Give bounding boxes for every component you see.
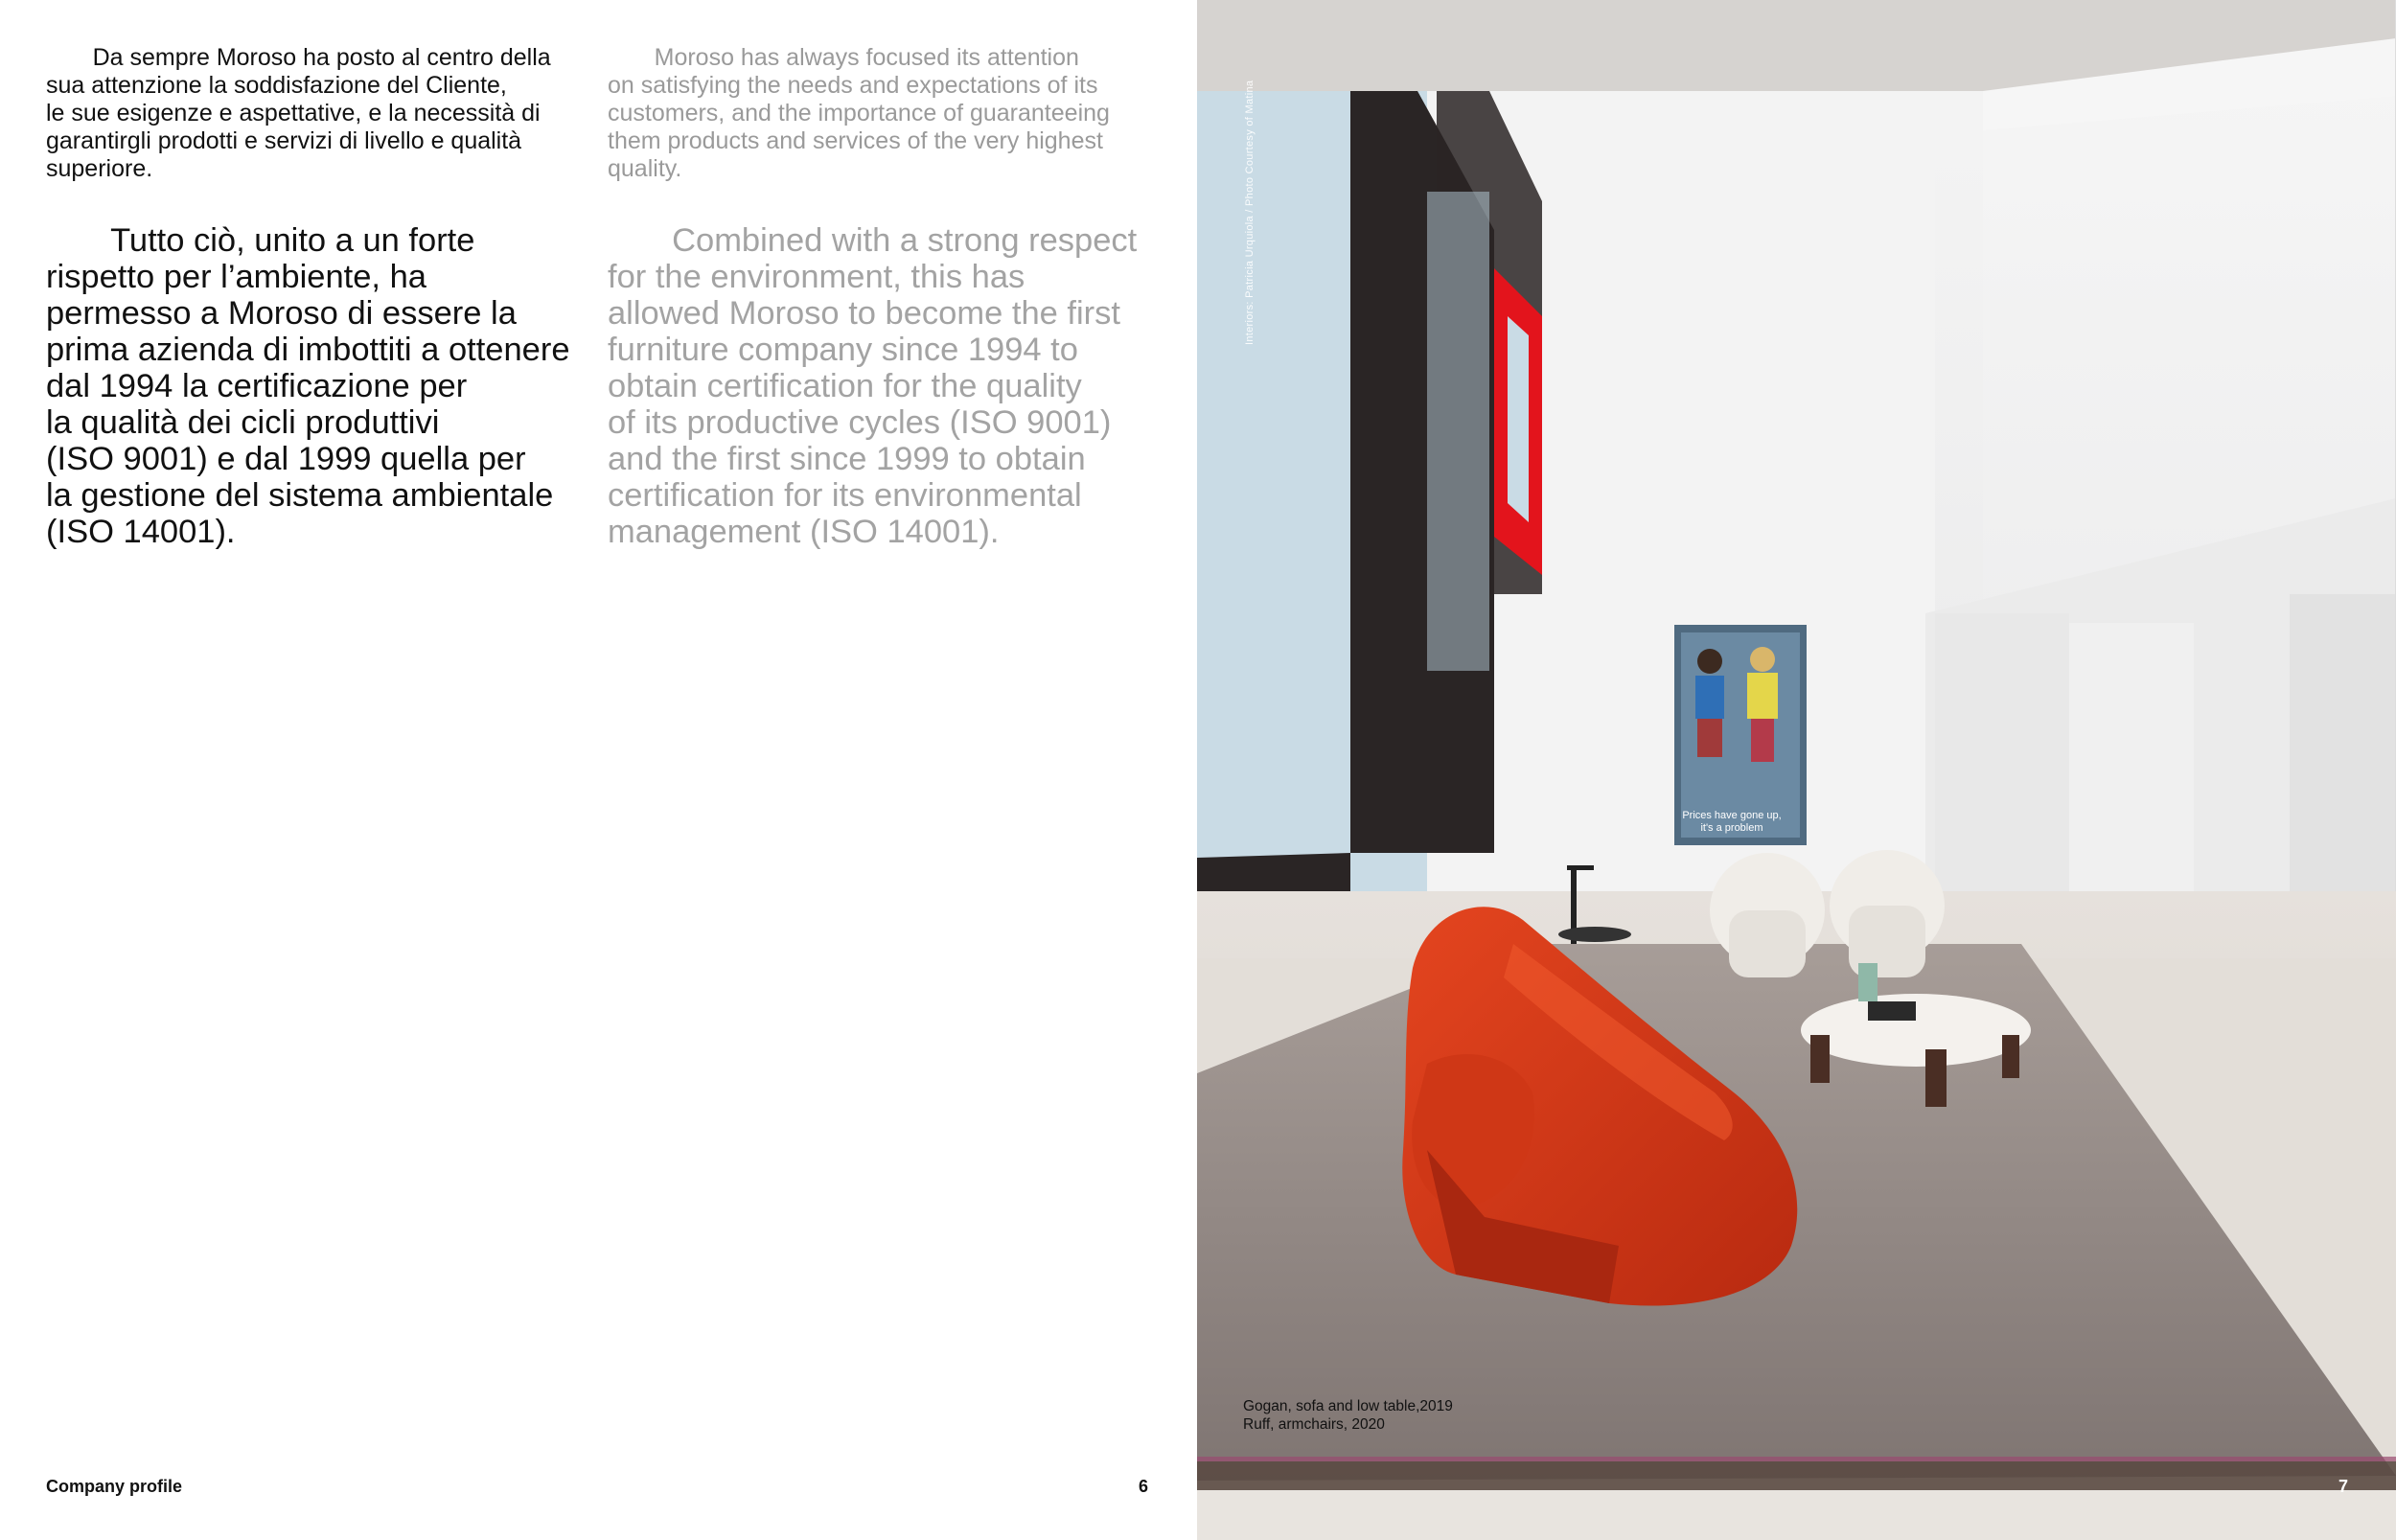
italian-main-paragraph: Tutto ciò, unito a un forte rispetto per l’ambiente, ha permesso a Moroso di essere la prima azienda di imbottiti a ottenere dal 1994 la certificazione per la qualità dei cicli produttivi (ISO 9001) e dal 1999 quella per la gestione del sistema ambientale (ISO 14001).	[46, 222, 570, 550]
page-number-right: 7	[2338, 1477, 2349, 1496]
caption-line-2: Ruff, armchairs, 2020	[1243, 1416, 1385, 1433]
right-page	[1197, 0, 2396, 1540]
footer-section-label: Company profile	[46, 1477, 183, 1496]
italian-intro-paragraph: Da sempre Moroso ha posto al centro della sua attenzione la soddisfazione del Cliente, le sue esigenze e aspettative, e la necessità di garantirgli prodotti e servizi di livello e qualità superiore.	[46, 44, 551, 182]
photo-caption	[1243, 1397, 1453, 1434]
photo-credit: Interiors: Patricia Urquiola / Photo Courtesy of Matina	[1244, 80, 1256, 345]
english-main-paragraph: Combined with a strong respect for the environment, this has allowed Moroso to become the first furniture company since 1994 to obtain certification for the quality of its productive cycles (ISO 9001) and the first since 1999 to obtain certification for its environmental management (ISO 14001).	[608, 222, 1138, 550]
poster-text: Prices have gone up, it's a problem	[1682, 810, 1782, 834]
page-number-left: 6	[1139, 1477, 1149, 1496]
left-page	[0, 0, 1197, 1540]
english-intro-paragraph: Moroso has always focused its attention on satisfying the needs and expectations of its customers, and the importance of guaranteeing them products and services of the very highest quality.	[608, 44, 1110, 182]
interior-photo	[1197, 0, 2396, 1540]
caption-line-1: Gogan, sofa and low table,2019	[1243, 1398, 1453, 1414]
